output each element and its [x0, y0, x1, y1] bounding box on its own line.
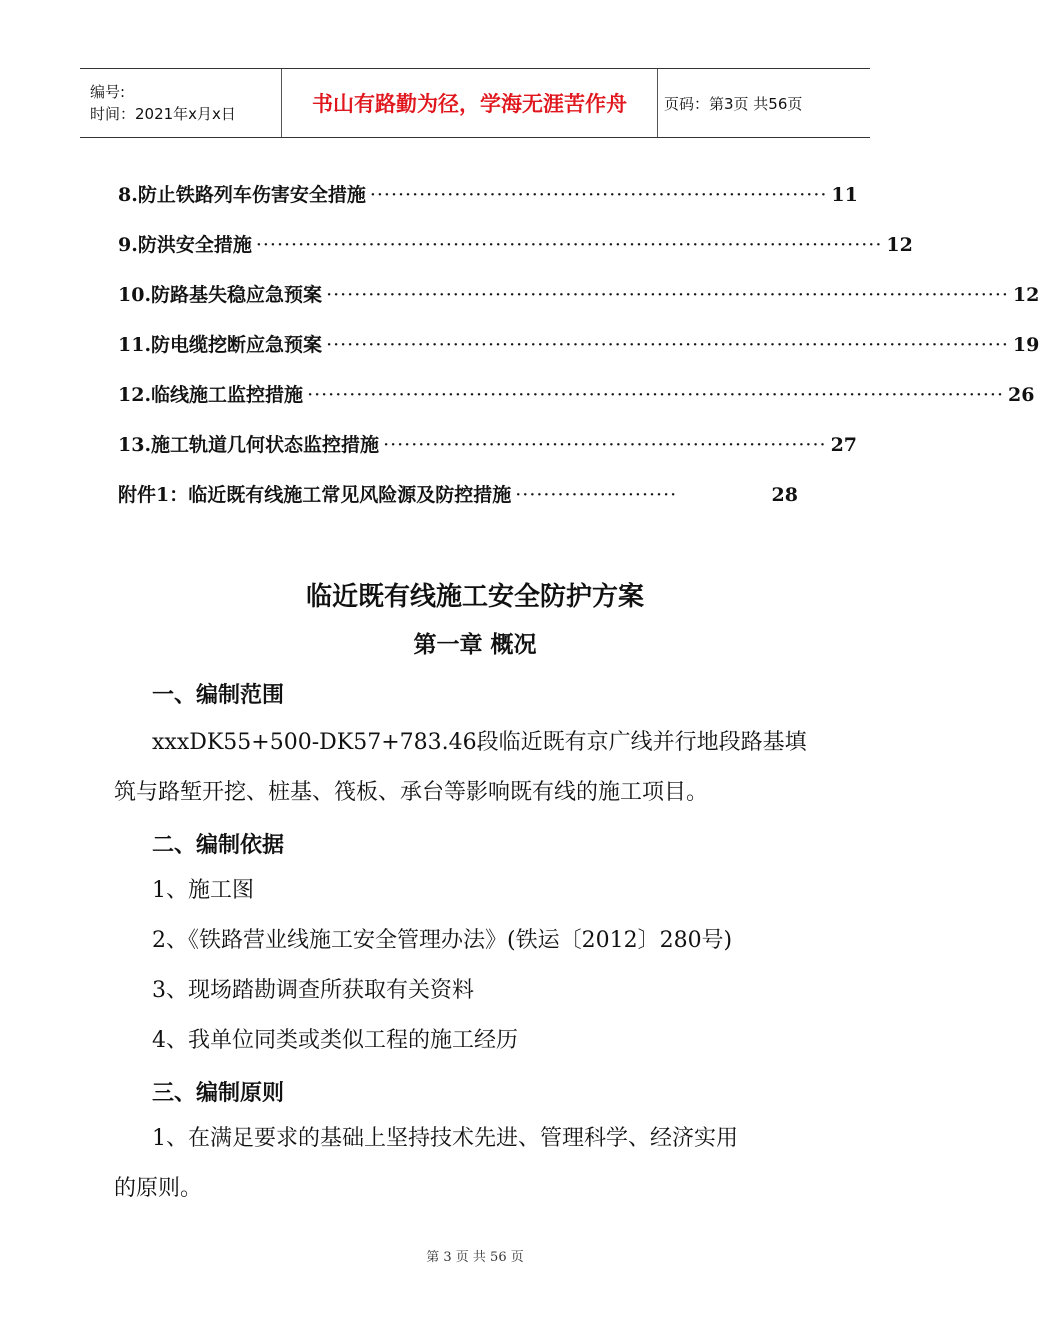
header-number: 编号: — [90, 83, 126, 101]
header-page — [658, 69, 870, 137]
toc-entry-title: 11.防电缆挖断应急预案 — [118, 334, 323, 356]
toc-entry-title: 附件1：临近既有线施工常见风险源及防控措施 — [118, 484, 512, 506]
paragraph-line: 1、在满足要求的基础上坚持技术先进、管理科学、经济实用 — [152, 1126, 738, 1151]
chapter-title: 第一章 概况 — [413, 632, 537, 658]
toc-entry-page: 11 — [831, 184, 858, 206]
toc-entry-page: 12 — [886, 234, 913, 256]
paragraph-line: 的原则。 — [114, 1176, 203, 1201]
section-heading: 一、编制范围 — [152, 683, 285, 708]
header-time: 时间：2021年x月x日 — [90, 105, 236, 123]
toc-leader: ······················· — [515, 484, 678, 506]
paragraph-line: 筑与路堑开挖、桩基、筏板、承台等影响既有线的施工项目。 — [114, 780, 709, 805]
toc-entry-page: 19 — [1012, 334, 1039, 356]
document-title: 临近既有线施工安全防护方案 — [305, 582, 644, 612]
list-item: 2、《铁路营业线施工安全管理办法》(铁运〔2012〕280号) — [152, 928, 733, 953]
section-heading: 二、编制依据 — [152, 833, 285, 858]
list-item: 3、现场踏勘调查所获取有关资料 — [152, 978, 474, 1003]
header-motto-cell — [282, 69, 658, 137]
toc-leader: ································································· — [369, 184, 828, 206]
toc-entry-page: 27 — [830, 434, 858, 456]
header-motto: 书山有路勤为径，学海无涯苦作舟 — [312, 92, 627, 116]
toc-entry-page: 28 — [771, 484, 798, 506]
toc-leader: ······························································· — [383, 434, 827, 456]
toc-entry-page: 26 — [1007, 384, 1035, 406]
toc-entry-page: 12 — [1012, 284, 1039, 306]
page-footer: 第 3 页 共 56 页 — [426, 1250, 524, 1265]
toc-leader: ································································································· — [326, 334, 1009, 356]
toc-entry[interactable] — [118, 330, 1039, 360]
section-heading: 三、编制原则 — [152, 1081, 285, 1106]
toc-entry[interactable] — [118, 230, 913, 260]
header-meta — [80, 69, 282, 137]
list-item: 4、我单位同类或类似工程的施工经历 — [152, 1028, 518, 1053]
toc-entry-title: 12.临线施工监控措施 — [118, 384, 304, 406]
toc-entry-title: 8.防止铁路列车伤害安全措施 — [118, 184, 366, 206]
page-header — [80, 68, 870, 138]
list-item: 1、施工图 — [152, 878, 254, 903]
toc-entry-title: 10.防路基失稳应急预案 — [118, 284, 323, 306]
paragraph-line: xxxDK55+500-DK57+783.46段临近既有京广线并行地段路基填 — [152, 730, 807, 755]
toc-leader: ································································································· — [326, 284, 1009, 306]
header-page-label: 页码：第3页 共56页 — [664, 94, 803, 113]
toc-leader: ··································································································· — [307, 384, 1004, 406]
toc-entry[interactable] — [118, 180, 858, 210]
toc-entry[interactable] — [118, 380, 1035, 410]
toc-entry-title: 9.防洪安全措施 — [118, 234, 252, 256]
toc-entry[interactable] — [118, 280, 1039, 310]
toc-entry[interactable] — [118, 430, 858, 460]
toc-leader: ························································································· — [255, 234, 883, 256]
toc-entry-title: 13.施工轨道几何状态监控措施 — [118, 434, 380, 456]
toc-entry[interactable] — [118, 480, 798, 510]
